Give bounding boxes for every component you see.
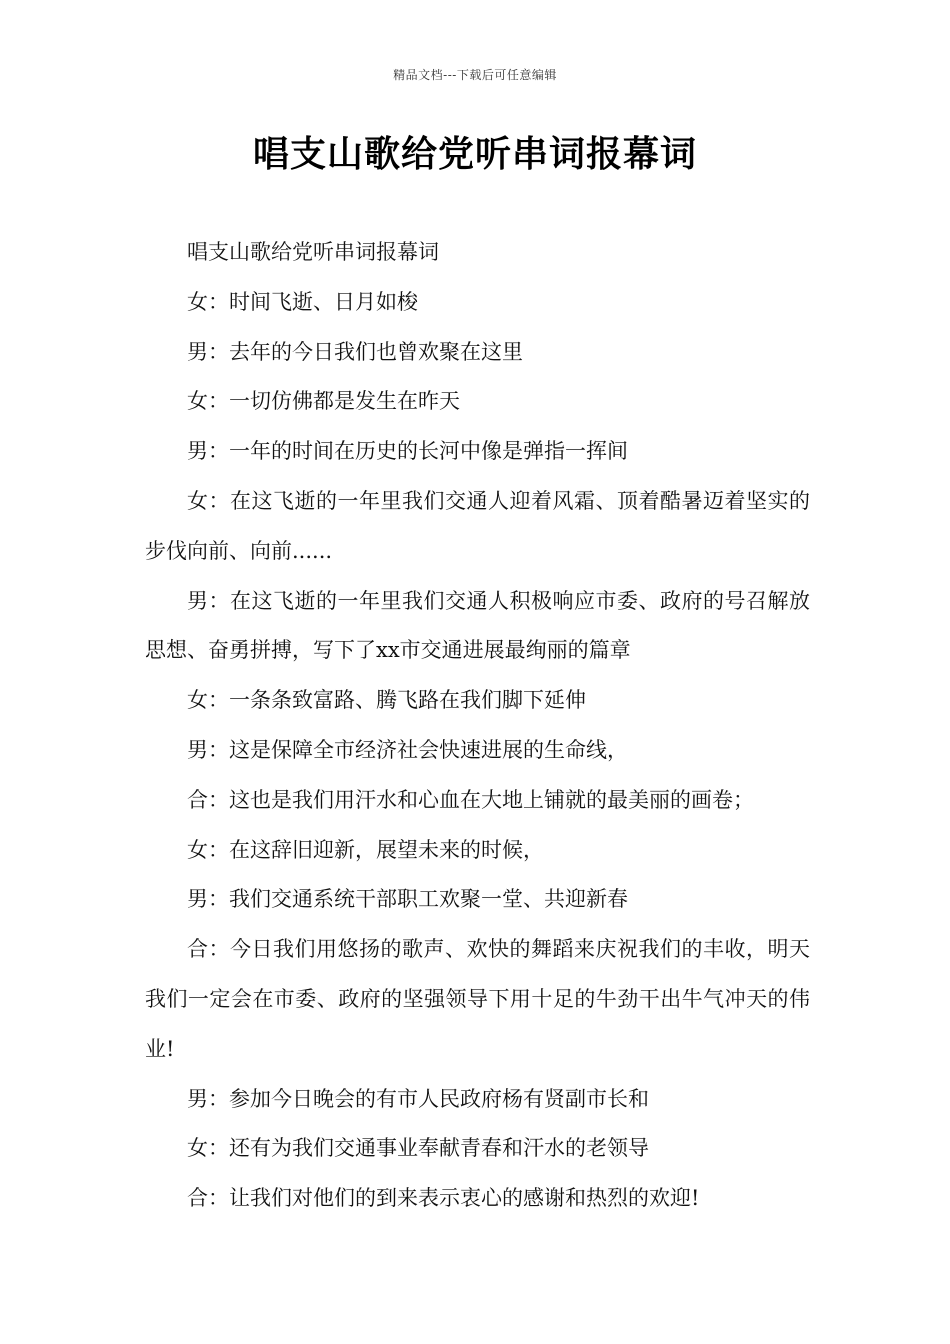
paragraph: 合：今日我们用悠扬的歌声、欢快的舞蹈来庆祝我们的丰收，明天我们一定会在市委、政府的坚强领导下用十足的牛劲干出牛气冲天的伟业! xyxy=(145,937,810,1061)
paragraph: 女：一条条致富路、腾飞路在我们脚下延伸 xyxy=(187,688,586,713)
document-title: 唱支山歌给党听串词报幕词 xyxy=(252,134,697,175)
paragraph: 唱支山歌给党听串词报幕词 xyxy=(187,240,439,264)
paragraph: 女：一切仿佛都是发生在昨天 xyxy=(187,389,460,414)
paragraph: 男：参加今日晚会的有市人民政府杨有贤副市长和 xyxy=(187,1086,649,1111)
paragraph: 男：这是保障全市经济社会快速进展的生命线， xyxy=(187,737,628,762)
paragraph: 男：一年的时间在历史的长河中像是弹指一挥间 xyxy=(187,439,628,464)
paragraph: 合：让我们对他们的到来表示衷心的感谢和热烈的欢迎! xyxy=(187,1186,700,1211)
header-note: 精品文档---下载后可任意编辑 xyxy=(393,68,557,82)
paragraph: 女：时间飞逝、日月如梭 xyxy=(187,289,418,314)
paragraph: 女：在这飞逝的一年里我们交通人迎着风霜、顶着酷暑迈着坚实的步伐向前、向前...... xyxy=(145,488,810,563)
paragraph: 女：在这辞旧迎新，展望未来的时候， xyxy=(187,837,544,862)
paragraph: 男：在这飞逝的一年里我们交通人积极响应市委、政府的号召解放思想、奋勇拼搏，写下了xx市交通进展最绚丽的篇章 xyxy=(145,588,810,663)
paragraph: 男：去年的今日我们也曾欢聚在这里 xyxy=(187,339,523,364)
paragraph: 女：还有为我们交通事业奉献青春和汗水的老领导 xyxy=(187,1136,649,1161)
paragraph: 男：我们交通系统干部职工欢聚一堂、共迎新春 xyxy=(187,887,628,912)
paragraph: 合：这也是我们用汗水和心血在大地上铺就的最美丽的画卷； xyxy=(187,787,754,812)
document-body xyxy=(145,228,810,1224)
